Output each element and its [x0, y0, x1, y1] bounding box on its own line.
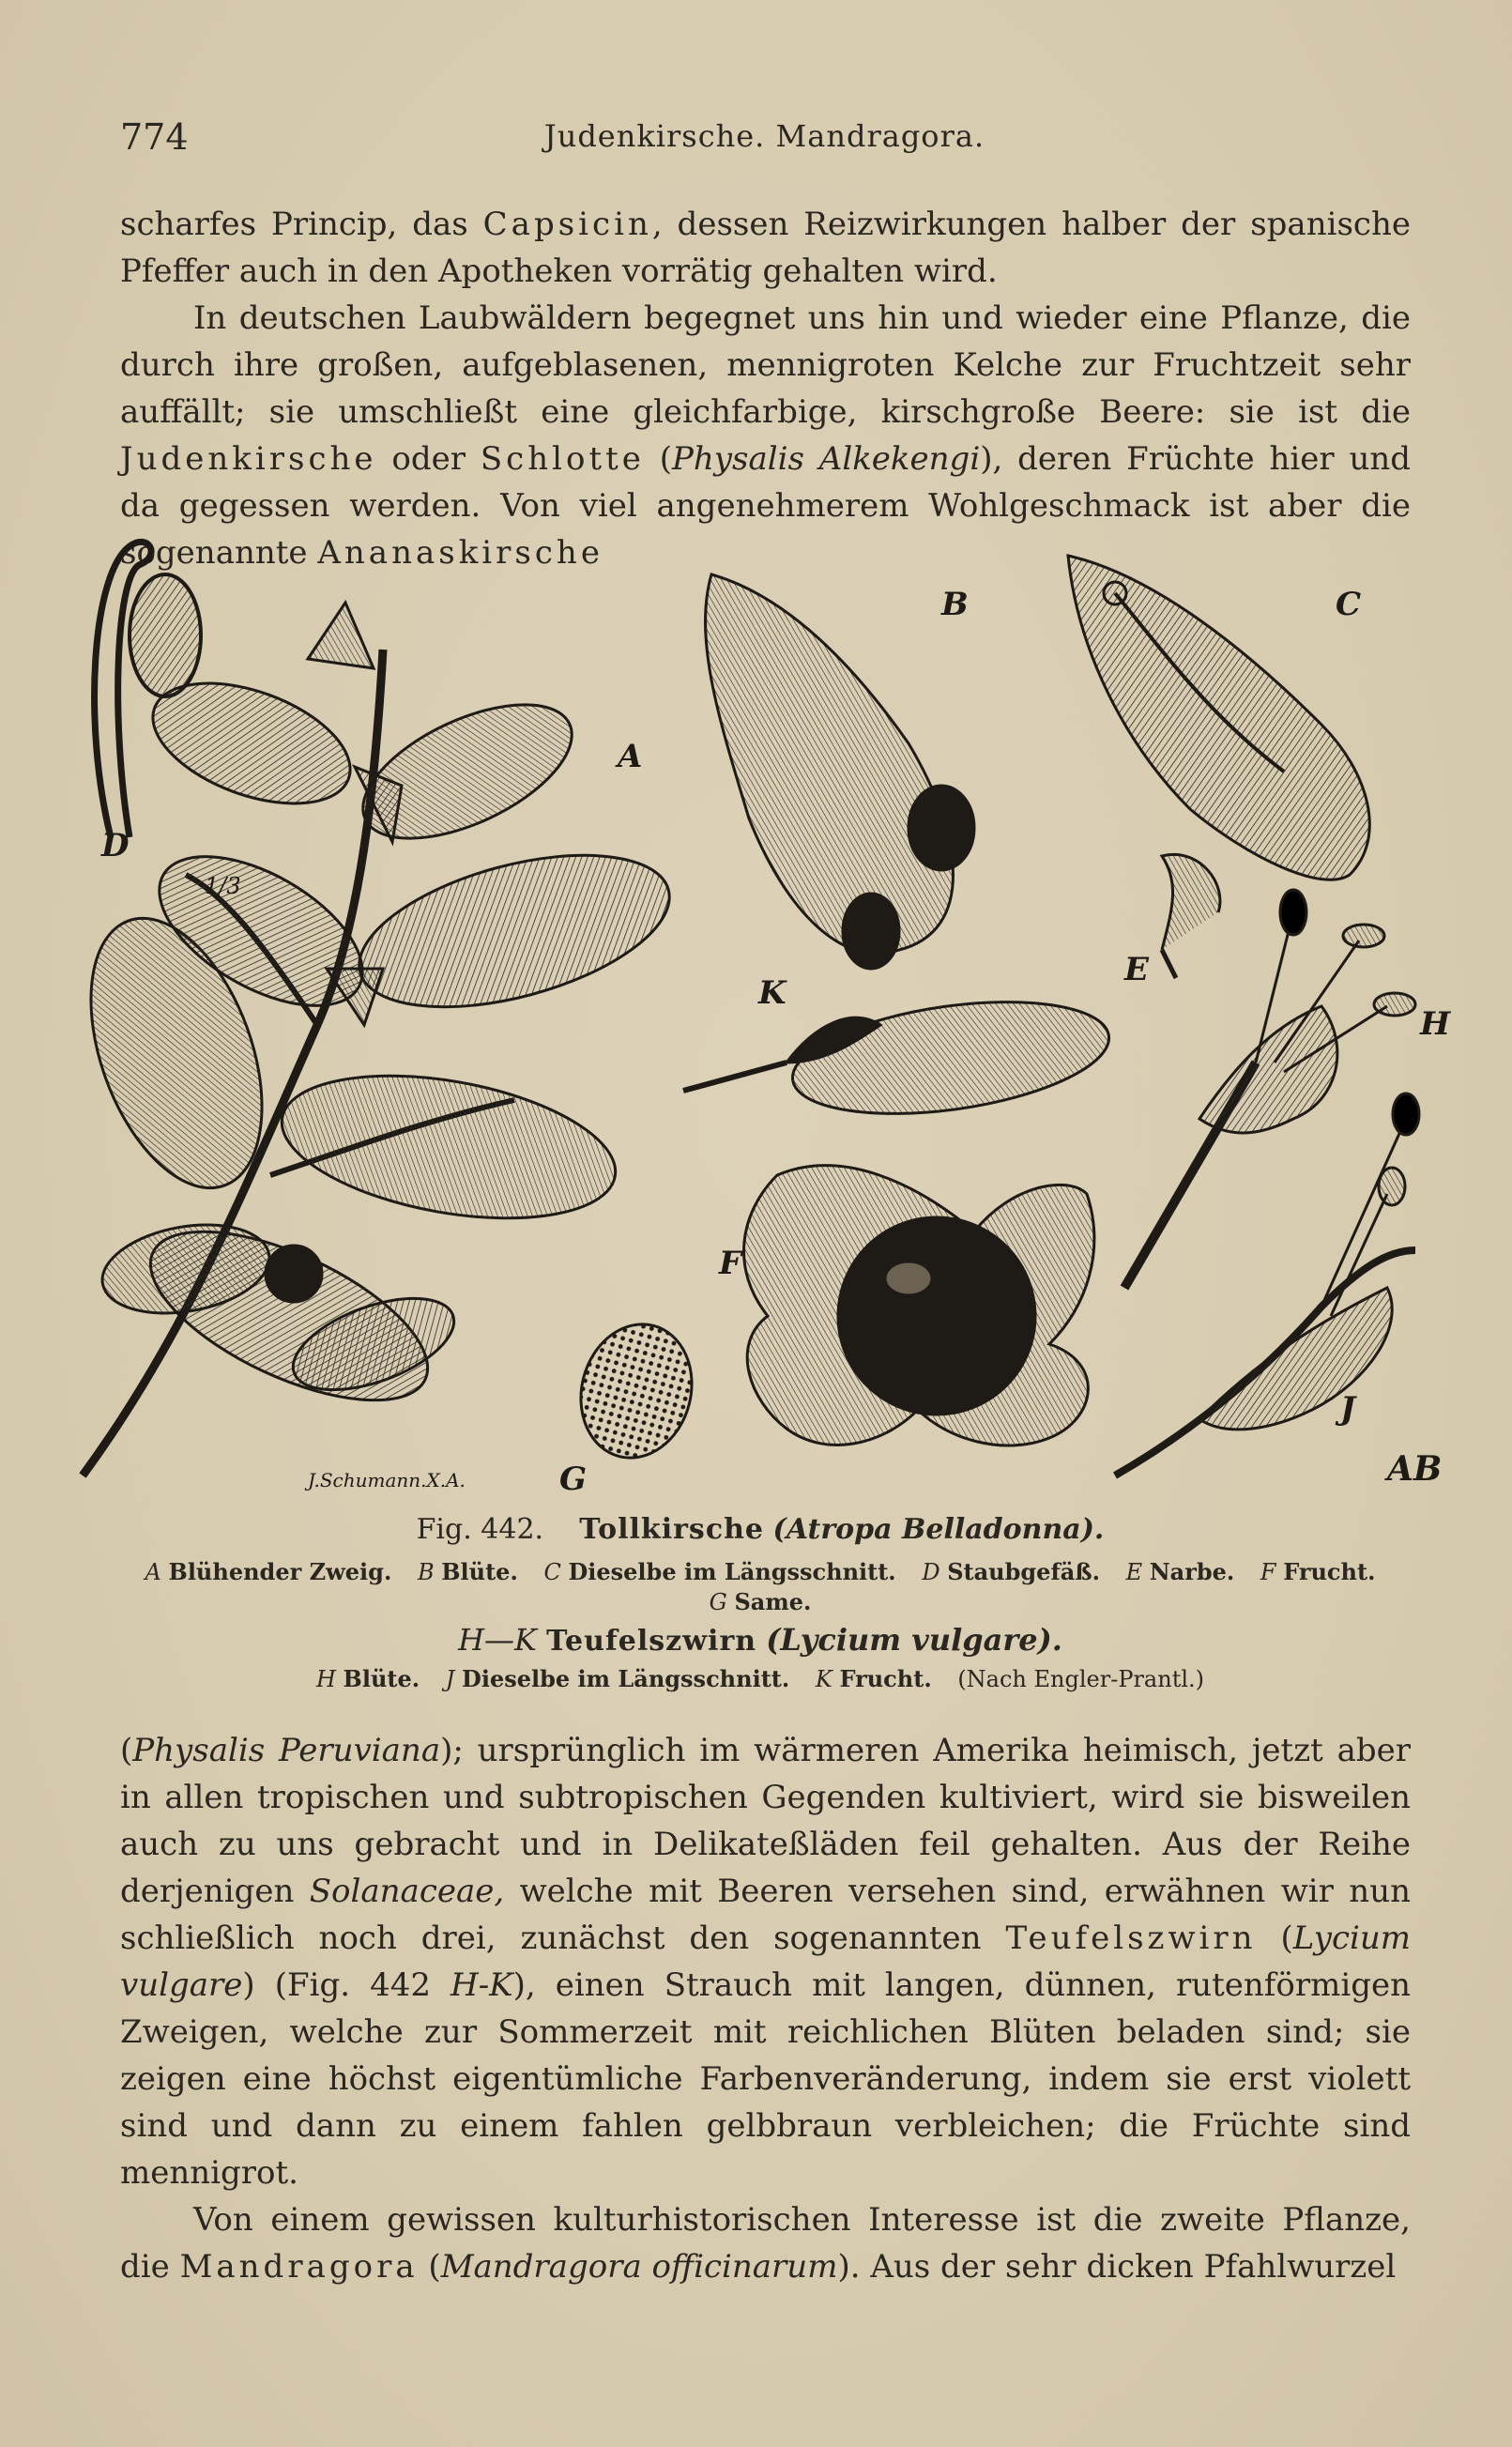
paragraph-mandragora: Von einem gewissen kulturhistorischen Interesse ist die zweite Pflanze, die Mandragora (Mandragora officinarum). Aus der sehr dicken Pfahlwurzel — [120, 2201, 1411, 2286]
running-head: Judenkirsche. Mandragora. — [543, 118, 985, 154]
section-drawing-J — [1115, 1094, 1419, 1476]
label-C: C — [1336, 586, 1362, 623]
legend-item: F Frucht. — [1260, 1558, 1376, 1585]
legend-item: E Narbe. — [1125, 1558, 1235, 1585]
caption-common-name: Tollkirsche — [579, 1513, 764, 1546]
label-D: D — [101, 827, 130, 864]
scale-label: 1/3 — [205, 873, 241, 899]
figure-number: Fig. 442. — [416, 1513, 544, 1546]
botanical-engraving — [73, 537, 1462, 1513]
legend-item: A Blühender Zweig. — [145, 1558, 392, 1585]
legend-item: J Dieselbe im Längsschnitt. — [445, 1665, 790, 1692]
top-text-block — [120, 201, 1411, 576]
legend-item: C Dieselbe im Längsschnitt. — [543, 1558, 896, 1585]
bottom-text-block — [120, 1727, 1411, 2290]
caption-latin-name: (Atropa Belladonna). — [772, 1513, 1105, 1546]
label-B: B — [941, 586, 969, 623]
fruit-drawing-F — [744, 1166, 1094, 1445]
caption-source: (Nach Engler-Prantl.) — [957, 1666, 1205, 1692]
figure-caption-subtitle — [103, 1622, 1417, 1658]
label-J: J — [1340, 1390, 1356, 1428]
stigma-drawing-E — [1162, 854, 1220, 978]
label-F: F — [719, 1245, 742, 1282]
caption-range: H—K — [458, 1622, 537, 1658]
caption-latin-name-2: (Lycium vulgare). — [766, 1622, 1062, 1658]
engraver-signature: J.Schumann.X.A. — [308, 1469, 466, 1491]
label-G: G — [559, 1461, 588, 1498]
paragraph-judenkirsche: In deutschen Laubwäldern begegnet uns hin und wieder eine Pflanze, die durch ihre großen, aufgeblasenen, mennigroten Kelche zur Fruchtzeit sehr auffällt; sie umschließt eine gleichfarbige, kirschgroße Beere: sie ist die Judenkirsche oder Schlotte (Physalis Alkekengi), deren Früchte hier und da gegessen werden. Von viel angenehmerem Wohlgeschmack ist aber die sogenannte Ananaskirsche — [120, 299, 1411, 572]
label-A: A — [618, 738, 643, 775]
figure-442-illustration — [73, 537, 1462, 1513]
figure-caption-title — [103, 1513, 1417, 1546]
legend-item: B Blüte. — [417, 1558, 518, 1585]
figure-legend-line-3 — [103, 1665, 1417, 1692]
label-E: E — [1124, 951, 1149, 988]
branch-drawing-A — [73, 603, 685, 1476]
seed-drawing-G — [566, 1311, 706, 1470]
legend-item: D Staubgefäß. — [922, 1558, 1100, 1585]
fruit-drawing-K — [683, 985, 1116, 1131]
legend-item: H Blüte. — [315, 1665, 420, 1692]
label-K: K — [758, 974, 787, 1012]
page-header — [120, 116, 1409, 163]
engraver-monogram: AB — [1387, 1449, 1443, 1489]
label-H: H — [1420, 1005, 1451, 1043]
section-drawing-C — [1068, 556, 1369, 879]
paragraph-capsicin: scharfes Princip, das Capsicin, dessen Reizwirkungen halber der spanische Pfeffer auch in den Apotheken vorrätig gehalten wird. — [120, 206, 1411, 290]
page-number: 774 — [120, 116, 189, 158]
caption-common-name-2: Teufelszwirn — [546, 1625, 757, 1658]
figure-legend-line-2 — [103, 1588, 1417, 1615]
figure-legend-line-1 — [103, 1558, 1417, 1585]
legend-item: K Frucht. — [815, 1665, 932, 1692]
legend-item: G Same. — [709, 1588, 812, 1615]
paragraph-ananaskirsche: (Physalis Peruviana); ursprünglich im wärmeren Amerika heimisch, jetzt aber in allen tropischen und subtropischen Gegenden kultiviert, wird sie bisweilen auch zu uns gebracht und in Delikateßläden feil gehalten. Aus der Reihe derjenigen Solanaceae, welche mit Beeren versehen sind, erwähnen wir nun schließlich noch drei, zunächst den sogenannten Teufelszwirn (Lycium vulgare) (Fig. 442 H-K), einen Strauch mit langen, dünnen, rutenförmigen Zweigen, welche zur Sommerzeit mit reichlichen Blüten beladen sind; sie zeigen eine höchst eigentümliche Farbenveränderung, indem sie erst violett sind und dann zu einem fahlen gelbbraun verbleichen; die Früchte sind mennigrot. — [120, 1732, 1411, 2192]
flower-drawing-B — [706, 574, 974, 969]
